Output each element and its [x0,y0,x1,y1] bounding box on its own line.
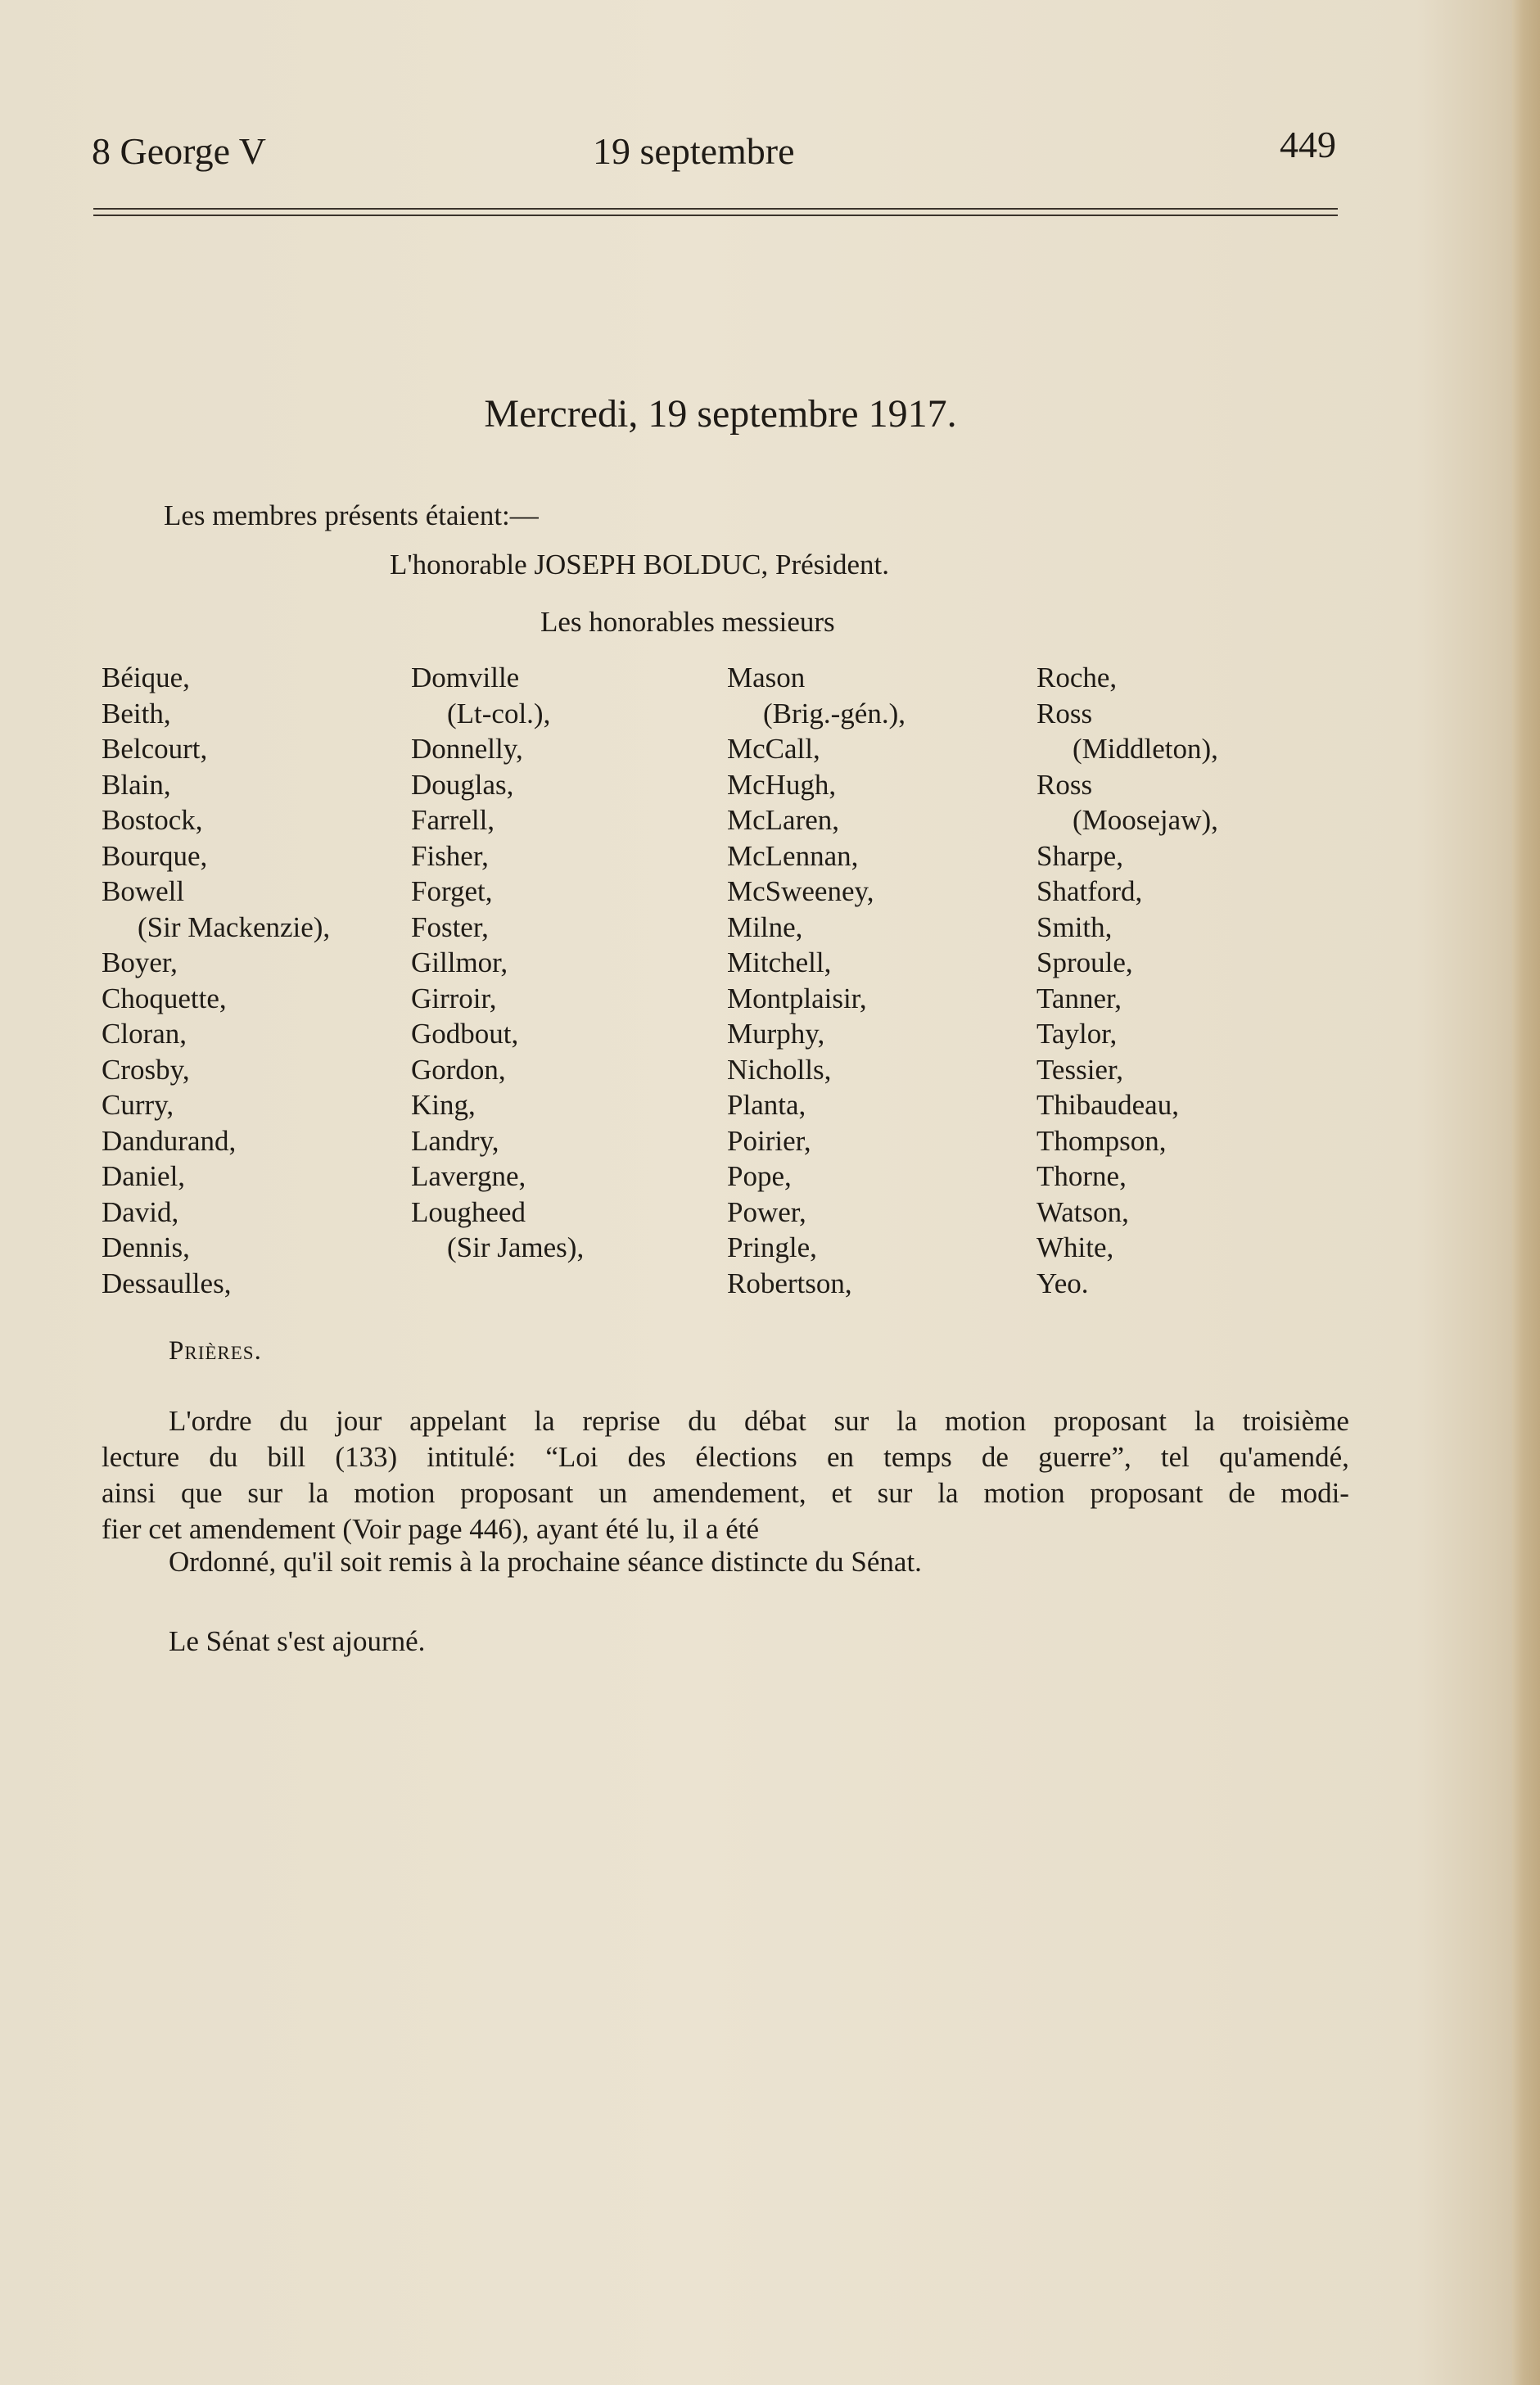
senator-name: Thompson, [1036,1124,1167,1157]
senator-name: Mason [727,662,806,693]
senator-name: McLaren, [727,804,840,836]
senator-name: Boyer, [102,946,178,978]
senator-name: Murphy, [727,1018,825,1050]
senator-name: Pope, [727,1160,792,1192]
header-date: 19 septembre [593,130,795,172]
senator-name: Choquette, [102,982,227,1014]
senator-name-qualifier: (Sir James), [447,1231,585,1263]
senator-name: Girroir, [411,982,497,1014]
page-number: 449 [1280,124,1336,165]
senator-name: Power, [727,1195,806,1228]
senator-name: McCall, [727,733,820,765]
page-edge [1512,0,1540,2385]
senator-name: Dandurand, [102,1124,237,1157]
senator-name: Gordon, [411,1053,506,1086]
senator-name: Robertson, [727,1267,852,1299]
senator-name: Ross [1036,768,1093,801]
senator-name: Curry, [102,1089,174,1121]
senator-name: Lavergne, [411,1160,526,1192]
senator-name: Fisher, [411,839,489,872]
senator-name: Gillmor, [411,946,508,978]
senator-name: Domville [411,662,520,693]
paragraph-line: fier cet amendement (Voir page 446), ayant été lu, il a été [102,1513,760,1545]
senators-column-3 [727,660,905,1301]
senator-name: Shatford, [1036,875,1143,907]
senator-name: Poirier, [727,1124,811,1157]
senator-name: Tessier, [1036,1053,1123,1086]
senator-name-qualifier: (Middleton), [1073,733,1218,765]
senator-name: Dennis, [102,1231,190,1263]
senator-name: Bowell [102,875,185,907]
paragraph-line: ainsi que sur la motion proposant un amendement, et sur la motion proposant de modi- [102,1477,1349,1509]
senator-name: Douglas, [411,768,514,801]
senator-name: Landry, [411,1124,499,1157]
senator-name: Crosby, [102,1053,190,1086]
senator-name: Sharpe, [1036,839,1123,872]
senator-name: Belcourt, [102,733,208,765]
senator-name: Milne, [727,910,803,943]
senator-name: Blain, [102,768,171,801]
senator-name: White, [1036,1231,1114,1263]
senator-name: King, [411,1089,476,1121]
senator-name: McLennan, [727,839,859,872]
senator-name: Montplaisir, [727,982,867,1014]
honorables-line: Les honorables messieurs [540,606,835,638]
ordonne-line: Ordonné, qu'il soit remis à la prochaine séance distincte du Sénat. [169,1546,922,1578]
senator-name-qualifier: (Moosejaw), [1073,804,1218,836]
senator-name-qualifier: (Brig.-gén.), [763,697,905,730]
senator-name: Taylor, [1036,1018,1118,1050]
senator-name: Thibaudeau, [1036,1089,1179,1121]
senators-column-2 [411,660,584,1266]
senator-name: Smith, [1036,910,1113,943]
senator-name: Farrell, [411,804,495,836]
paragraph-line: L'ordre du jour appelant la reprise du débat sur la motion proposant la troisième [169,1405,1349,1437]
senator-name-qualifier: (Lt-col.), [447,697,551,730]
senator-name: Lougheed [411,1195,526,1228]
senator-name: Dessaulles, [102,1267,232,1299]
senator-name: McHugh, [727,768,837,801]
sitting-title: Mercredi, 19 septembre 1917. [484,392,957,436]
header-rule-bottom [93,215,1338,216]
senator-name: Roche, [1036,662,1118,693]
prieres-heading: Prières. [169,1336,262,1366]
senators-list [102,660,1346,1315]
senator-name: David, [102,1195,179,1228]
senator-name: Bourque, [102,839,208,872]
senator-name: Foster, [411,910,489,943]
senator-name: Watson, [1036,1195,1129,1228]
senator-name: Beith, [102,697,171,730]
senator-name: Béique, [102,662,190,693]
running-header [92,124,1336,187]
senator-name: Godbout, [411,1018,519,1050]
senator-name: Yeo. [1036,1267,1089,1299]
senator-name: Thorne, [1036,1160,1127,1192]
senator-name: Pringle, [727,1231,817,1263]
paragraph-line: lecture du bill (133) intitulé: “Loi des élections en temps de guerre”, tel qu'amendé, [102,1441,1349,1473]
senator-name: Cloran, [102,1018,187,1050]
senator-name: Donnelly, [411,733,523,765]
order-of-day-paragraph [102,1403,1349,1547]
senators-column-1 [102,660,330,1301]
senator-name: Bostock, [102,804,203,836]
senator-name: Tanner, [1036,982,1122,1014]
senator-name: McSweeney, [727,875,874,907]
senators-column-4 [1036,660,1218,1301]
members-intro: Les membres présents étaient:— [164,499,539,531]
senator-name: Nicholls, [727,1053,832,1086]
senator-name: Daniel, [102,1160,186,1192]
senator-name: Ross [1036,697,1093,730]
senator-name: Mitchell, [727,946,832,978]
president-line: L'honorable JOSEPH BOLDUC, Président. [390,549,890,580]
senator-name: Planta, [727,1089,806,1121]
ajourne-line: Le Sénat s'est ajourné. [169,1625,426,1657]
senator-name-qualifier: (Sir Mackenzie), [138,910,331,943]
senator-name: Sproule, [1036,946,1133,978]
regnal-year: 8 George V [92,130,266,172]
senator-name: Forget, [411,875,493,907]
header-rule-top [93,208,1338,210]
